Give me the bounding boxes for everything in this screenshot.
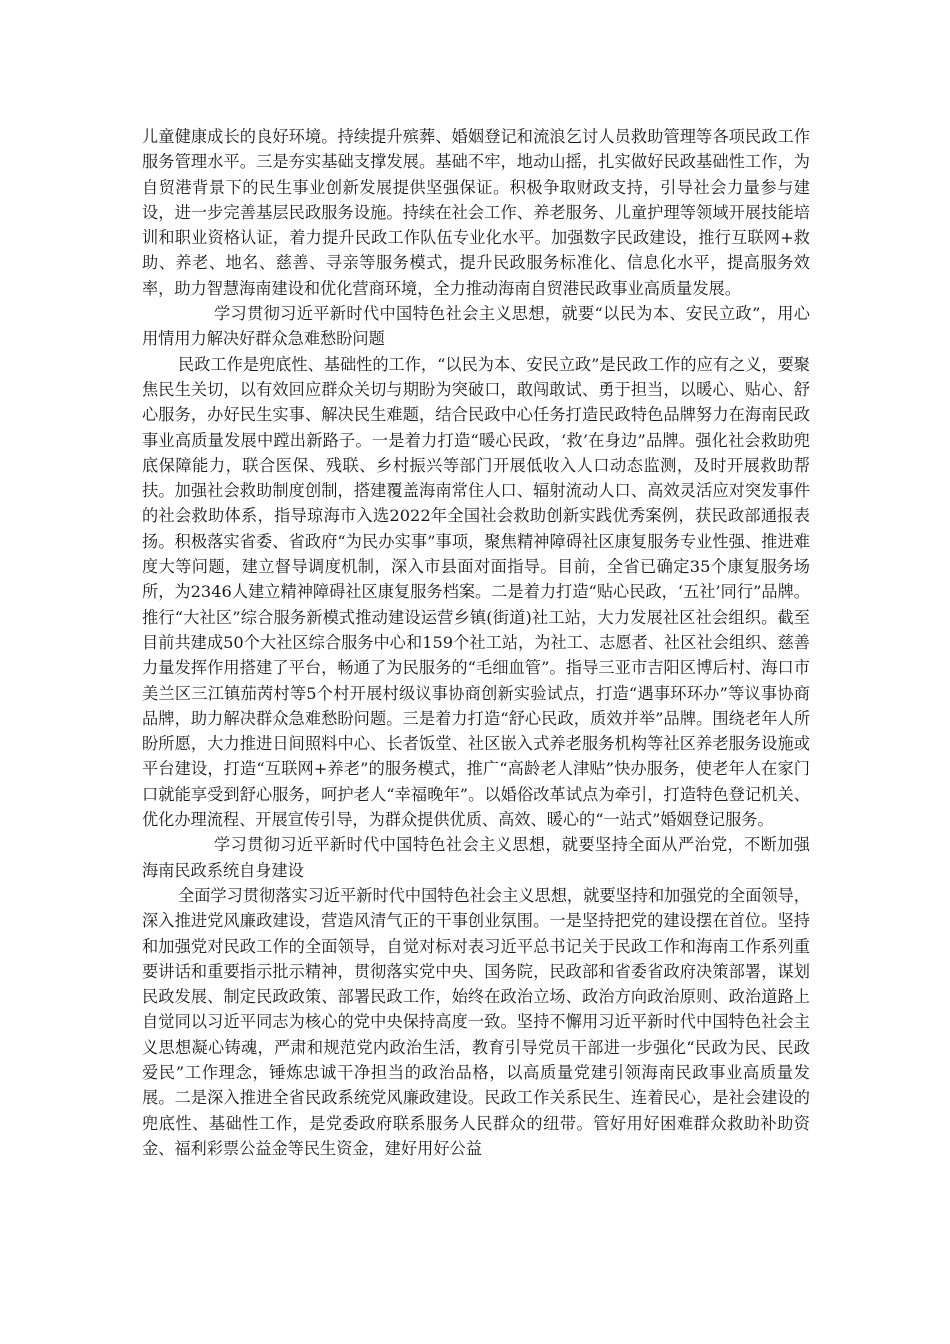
section-heading-people-first: 学习贯彻习近平新时代中国特色社会主义思想，就要“以民为本、安民立政”，用心用情用力解决好群众急难愁盼问题	[142, 304, 810, 349]
paragraph-civil-affairs-brands: 民政工作是兜底性、基础性的工作，“以民为本、安民立政”是民政工作的应有之义，要聚焦民生关切，以有效回应群众关切与期盼为突破口，敢闯敢试、勇于担当，以暖心、贴心、舒心服务，办好民生实事、解决民生难题，结合民政中心任务打造民政特色品牌努力在海南民政事业高质量发展中蹚出新路子。一是着力打造“暖心民政，‘救’在身边”品牌。强化社会救助兜底保障能力，联合医保、残联、乡村振兴等部门开展低收入人口动态监测，及时开展救助帮扶。加强社会救助制度创制，搭建覆盖海南常住人口、辐射流动人口、高效灵活应对突发事件的社会救助体系，指导琼海市入选2022年全国社会救助创新实践优秀案例，获民政部通报表扬。积极落实省委、省政府“为民办实事”事项，聚焦精神障碍社区康复服务专业性强、推进难度大等问题，建立督导调度机制，深入市县面对面指导。目前，全省已确定35个康复服务场所，为2346人建立精神障碍社区康复服务档案。二是着力打造“贴心民政，‘五社’同行”品牌。推行“大社区”综合服务新模式推动建设运营乡镇(街道)社工站，大力发展社区社会组织。截至目前共建成50个大社区综合服务中心和159个社工站，为社工、志愿者、社区社会组织、慈善力量发挥作用搭建了平台，畅通了为民服务的“毛细血管”。指导三亚市吉阳区博后村、海口市美兰区三江镇茄苪村等5个村开展村级议事协商创新实验试点，打造“遇事环环办”等议事协商品牌，助力解决群众急难愁盼问题。三是着力打造“舒心民政，质效并举”品牌。围绕老年人所盼所愿，大力推进日间照料中心、长者饭堂、社区嵌入式养老服务机构等社区养老服务设施或平台建设，打造“互联网+养老”的服务模式，推广“高龄老人津贴”快办服务，使老年人在家门口就能享受到舒心服务，呵护老人“幸福晚年”。以婚俗改革试点为牵引，打造特色登记机关、优化办理流程、开展宣传引导，为群众提供优质、高效、暖心的“一站式”婚姻登记服务。	[142, 354, 810, 830]
section-heading-party-discipline: 学习贯彻习近平新时代中国特色社会主义思想，就要坚持全面从严治党，不断加强海南民政系统自身建设	[142, 835, 810, 880]
paragraph-continued: 儿童健康成长的良好环境。持续提升殡葬、婚姻登记和流浪乞讨人员救助管理等各项民政工作服务管理水平。三是夯实基础支撑发展。基础不牢，地动山摇，扎实做好民政基础性工作，为自贸港背景下的民生事业创新发展提供坚强保证。积极争取财政支持，引导社会力量参与建设，进一步完善基层民政服务设施。持续在社会工作、养老服务、儿童护理等领域开展技能培训和职业资格认证，着力提升民政工作队伍专业化水平。加强数字民政建设，推行互联网+救助、养老、地名、慈善、寻亲等服务模式，提升民政服务标准化、信息化水平，提高服务效率，助力智慧海南建设和优化营商环境，全力推动海南自贸港民政事业高质量发展。	[142, 127, 810, 298]
paragraph-party-building: 全面学习贯彻落实习近平新时代中国特色社会主义思想，就要坚持和加强党的全面领导，深入推进党风廉政建设，营造风清气正的干事创业氛围。一是坚持把党的建设摆在首位。坚持和加强党对民政工作的全面领导，自觉对标对表习近平总书记关于民政工作和海南工作系列重要讲话和重要指示批示精神，贯彻落实党中央、国务院，民政部和省委省政府决策部署，谋划民政发展、制定民政政策、部署民政工作，始终在政治立场、政治方向政治原则、政治道路上自觉同以习近平同志为核心的党中央保持高度一致。坚持不懈用习近平新时代中国特色社会主义思想凝心铸魂，严肃和规范党内政治生活，教育引导党员干部进一步强化“民政为民、民政爱民”工作理念，锤炼忠诚干净担当的政治品格，以高质量党建引领海南民政事业高质量发展。二是深入推进全省民政系统党风廉政建设。民政工作关系民生、连着民心，是社会建设的兜底性、基础性工作，是党委政府联系服务人民群众的纽带。管好用好困难群众救助补助资金、福利彩票公益金等民生资金，建好用好公益	[142, 885, 810, 1158]
document-page	[142, 124, 810, 1161]
